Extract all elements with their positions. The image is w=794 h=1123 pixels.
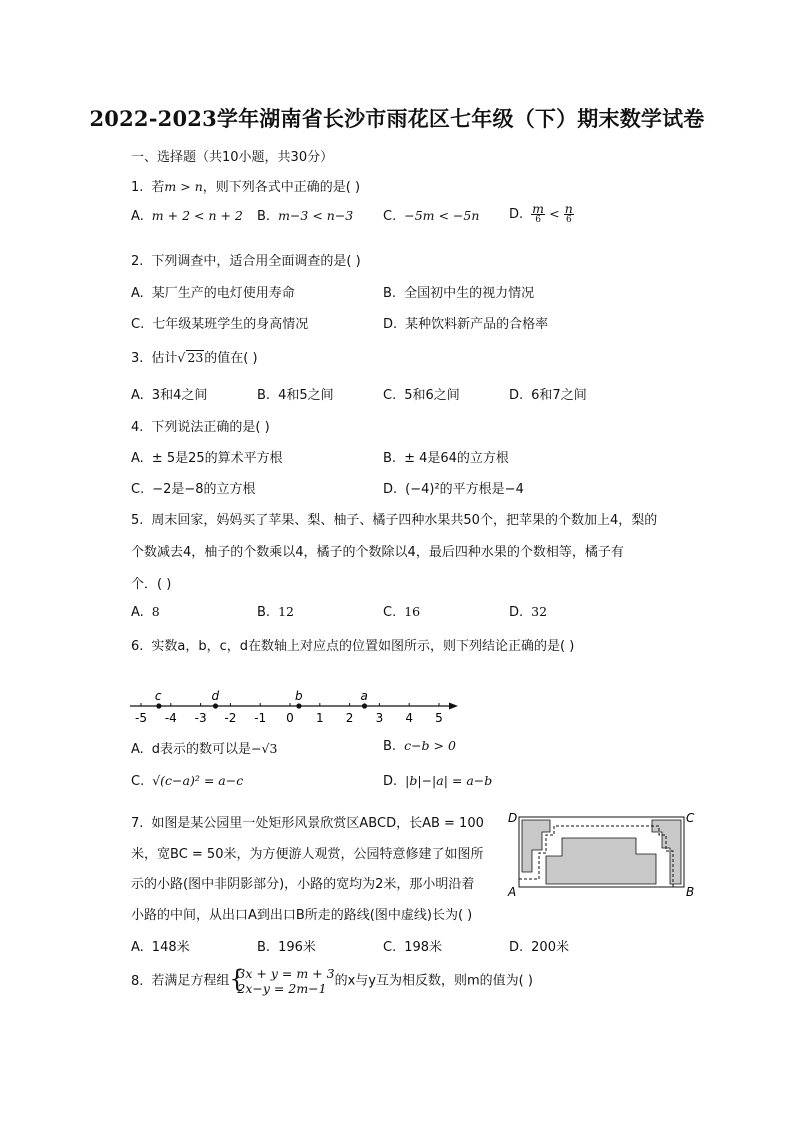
number-line-tick-label: 3 xyxy=(375,711,384,725)
question-7: 7. 如图是某公园里一处矩形风景欣赏区ABCD，长AB = 100 xyxy=(131,816,484,831)
q6-option-c: C. √(c−a)² = a−c xyxy=(131,773,244,789)
q1-option-a: A. m + 2 < n + 2 xyxy=(131,208,243,224)
number-line-point-label-c: c xyxy=(154,689,162,703)
q5-option-d: D. 32 xyxy=(509,604,548,620)
number-line-point-label-b: b xyxy=(294,689,303,703)
q4-option-a: A. ± 5是25的算术平方根 xyxy=(131,451,283,466)
number-line-tick-label: -1 xyxy=(254,711,267,725)
figure-label-c: C xyxy=(686,811,695,825)
question-8: 8. 若满足方程组 { 3x + y = m + 3 2x−y = 2m−1 的x与y互为相反数，则m的值为( ) xyxy=(131,965,533,996)
number-line-tick-label: -5 xyxy=(135,711,147,725)
park-path-figure xyxy=(506,808,698,900)
number-line-point-a xyxy=(362,703,367,708)
q1-option-b: B. m−3 < n−3 xyxy=(257,208,354,224)
number-line-tick-label: -2 xyxy=(224,711,237,725)
q2-option-a: A. 某厂生产的电灯使用寿命 xyxy=(131,286,295,301)
number-line-point-b xyxy=(296,703,301,708)
q7-option-d: D. 200米 xyxy=(509,940,569,955)
number-line-tick-label: 2 xyxy=(345,711,354,725)
number-line-tick-label: 5 xyxy=(435,711,443,725)
q4-option-c: C. −2是−8的立方根 xyxy=(131,482,256,497)
number-line-point-d xyxy=(213,703,218,708)
q3-option-c: C. 5和6之间 xyxy=(383,388,460,403)
figure-label-d: D xyxy=(508,811,518,825)
question-7-line4: 小路的中间，从出口A到出口B所走的路线(图中虚线)长为( ) xyxy=(131,908,473,923)
q4-option-b: B. ± 4是64的立方根 xyxy=(383,451,509,466)
question-6: 6. 实数a，b，c，d在数轴上对应点的位置如图所示，则下列结论正确的是( ) xyxy=(131,639,575,654)
number-line-tick-label: -3 xyxy=(194,711,207,725)
number-line-point-label-a: a xyxy=(360,689,368,703)
q7-option-c: C. 198米 xyxy=(383,940,443,955)
q2-option-d: D. 某种饮料新产品的合格率 xyxy=(383,317,549,332)
q5-option-c: C. 16 xyxy=(383,604,421,620)
question-5-line2: 个数减去4，柚子的个数乘以4，橘子的个数除以4，最后四种水果的个数相等，橘子有 xyxy=(131,545,624,560)
question-2: 2. 下列调查中，适合用全面调查的是( ) xyxy=(131,254,361,269)
figure-label-a: A xyxy=(508,885,517,899)
number-line-tick-label: 0 xyxy=(286,711,294,725)
q5-option-b: B. 12 xyxy=(257,604,294,620)
q6-option-b: B. c−b > 0 xyxy=(383,738,456,754)
page-title: 2022-2023学年湖南省长沙市雨花区七年级（下）期末数学试卷 xyxy=(89,106,705,131)
section-heading: 一、选择题（共10小题，共30分） xyxy=(131,150,334,165)
q7-option-b: B. 196米 xyxy=(257,940,316,955)
question-4: 4. 下列说法正确的是( ) xyxy=(131,420,270,435)
question-5: 5. 周末回家，妈妈买了苹果、梨、柚子、橘子四种水果共50个，把苹果的个数加上4，梨的 xyxy=(131,513,658,528)
number-line-tick-label: -4 xyxy=(164,711,177,725)
number-line-figure xyxy=(124,684,464,726)
question-number: 1. xyxy=(131,180,144,195)
q1-option-c: C. −5m < −5n xyxy=(383,208,480,224)
question-5-line3: 个．( ) xyxy=(131,577,172,592)
q1-option-d: D. $\frac{m}{6}$ < $\frac{n}{6}$ xyxy=(509,201,573,225)
q3-option-a: A. 3和4之间 xyxy=(131,388,208,403)
q3-option-d: D. 6和7之间 xyxy=(509,388,587,403)
q6-option-d: D. |b|−|a| = a−b xyxy=(383,773,493,789)
q5-option-a: A. 8 xyxy=(131,604,160,620)
q7-option-a: A. 148米 xyxy=(131,940,190,955)
equation-system: { 3x + y = m + 3 2x−y = 2m−1 xyxy=(229,965,335,996)
q6-option-a: A. d表示的数可以是−√3 xyxy=(131,741,278,757)
number-line-point-label-d: d xyxy=(211,689,220,703)
question-1: 1. 若m > n，则下列各式中正确的是( ) xyxy=(131,179,361,195)
question-3: 3. 估计√ 23的值在( ) xyxy=(131,350,258,366)
q4-option-d: D. (−4)²的平方根是−4 xyxy=(383,482,524,497)
question-7-line3: 示的小路(图中非阴影部分)，小路的宽均为2米，那小明沿着 xyxy=(131,877,475,892)
q3-option-b: B. 4和5之间 xyxy=(257,388,334,403)
figure-label-b: B xyxy=(686,885,695,899)
question-7-line2: 米，宽BC = 50米，为方便游人观赏，公园特意修建了如图所 xyxy=(131,847,484,862)
number-line-tick-label: 4 xyxy=(405,711,414,725)
number-line-tick-label: 1 xyxy=(315,711,324,725)
q2-option-b: B. 全国初中生的视力情况 xyxy=(383,286,535,301)
number-line-point-c xyxy=(156,703,161,708)
q2-option-c: C. 七年级某班学生的身高情况 xyxy=(131,317,309,332)
